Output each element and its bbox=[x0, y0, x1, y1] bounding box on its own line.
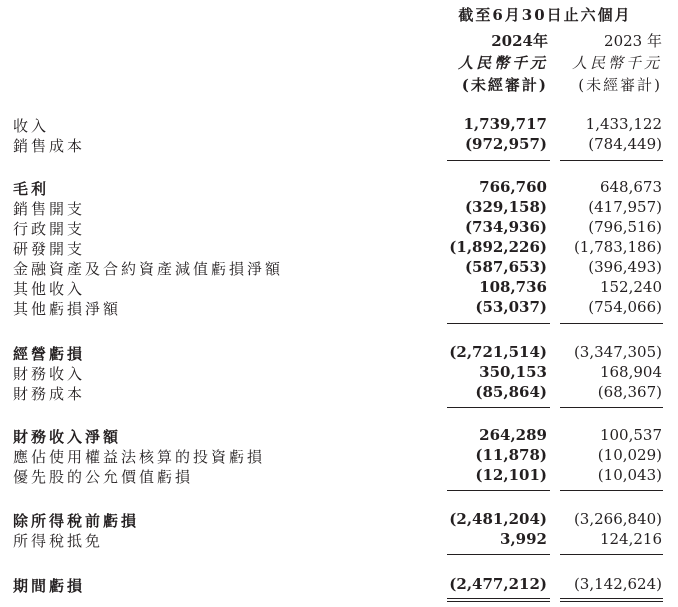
value-2023: (3,266,840) bbox=[573, 510, 662, 528]
value-2024: (2,481,204) bbox=[449, 510, 547, 528]
value-2023: 124,216 bbox=[599, 530, 662, 548]
value-2023: (796,516) bbox=[588, 218, 662, 236]
total-rule bbox=[560, 598, 663, 599]
value-2024: (2,477,212) bbox=[449, 575, 547, 593]
currency-label: 人民幣千元 bbox=[457, 54, 548, 72]
value-2024: 108,736 bbox=[479, 278, 547, 296]
total-double-rule bbox=[447, 601, 550, 602]
row-label: 行政開支 bbox=[13, 220, 86, 238]
table-row bbox=[0, 343, 678, 363]
table-row bbox=[0, 510, 678, 530]
value-2023: 648,673 bbox=[599, 178, 662, 196]
total-double-rule bbox=[560, 601, 663, 602]
value-2024: 264,289 bbox=[479, 426, 547, 444]
subtotal-rule bbox=[447, 490, 550, 491]
value-2024: 350,153 bbox=[479, 363, 547, 381]
row-label: 毛利 bbox=[13, 180, 50, 198]
table-row bbox=[0, 575, 678, 595]
table-row bbox=[0, 218, 678, 238]
row-label: 所得稅抵免 bbox=[13, 532, 104, 550]
value-2023: (417,957) bbox=[588, 198, 662, 216]
value-2024: 3,992 bbox=[500, 530, 547, 548]
subtotal-rule bbox=[560, 554, 663, 555]
value-2024: (587,653) bbox=[464, 258, 547, 276]
table-row bbox=[0, 115, 678, 135]
period-header: 截至6月30日止六個月 bbox=[458, 6, 632, 24]
value-2024: (85,864) bbox=[475, 383, 547, 401]
row-label: 金融資產及合約資產減值虧損淨額 bbox=[13, 260, 284, 278]
subtotal-rule bbox=[447, 554, 550, 555]
table-row bbox=[0, 238, 678, 258]
table-row bbox=[0, 135, 678, 155]
value-2024: (12,101) bbox=[475, 466, 547, 484]
row-label: 其他收入 bbox=[13, 280, 86, 298]
column-header-2023 bbox=[542, 30, 662, 96]
value-2023: (68,367) bbox=[597, 383, 662, 401]
row-label: 銷售開支 bbox=[13, 200, 86, 218]
value-2024: 766,760 bbox=[479, 178, 547, 196]
value-2024: (53,037) bbox=[475, 298, 547, 316]
value-2023: 152,240 bbox=[599, 278, 662, 296]
row-label: 經營虧損 bbox=[13, 345, 86, 363]
value-2024: (329,158) bbox=[464, 198, 547, 216]
row-label: 優先股的公允價值虧損 bbox=[13, 468, 194, 486]
value-2024: (11,878) bbox=[475, 446, 547, 464]
table-row bbox=[0, 383, 678, 403]
audit-label: (未經審計) bbox=[461, 76, 548, 94]
value-2023: (10,043) bbox=[597, 466, 662, 484]
table-row bbox=[0, 258, 678, 278]
subtotal-rule bbox=[447, 160, 550, 161]
row-label: 應佔使用權益法核算的投資虧損 bbox=[13, 448, 266, 466]
value-2023: (396,493) bbox=[588, 258, 662, 276]
value-2024: (1,892,226) bbox=[449, 238, 547, 256]
subtotal-rule bbox=[560, 490, 663, 491]
table-row bbox=[0, 446, 678, 466]
subtotal-rule bbox=[560, 407, 663, 408]
table-row bbox=[0, 198, 678, 218]
audit-label: (未經審計) bbox=[578, 76, 662, 94]
table-row bbox=[0, 426, 678, 446]
row-label: 財務收入 bbox=[13, 365, 86, 383]
row-label: 除所得稅前虧損 bbox=[13, 512, 140, 530]
row-label: 財務成本 bbox=[13, 385, 86, 403]
row-label: 研發開支 bbox=[13, 240, 86, 258]
row-label: 其他虧損淨額 bbox=[13, 300, 122, 318]
table-row bbox=[0, 530, 678, 550]
table-row bbox=[0, 363, 678, 383]
year-label: 2023 年 bbox=[604, 32, 662, 50]
column-header-2024 bbox=[428, 30, 548, 96]
row-label: 期間虧損 bbox=[13, 577, 86, 595]
value-2023: (10,029) bbox=[597, 446, 662, 464]
currency-label: 人民幣千元 bbox=[571, 54, 662, 72]
row-label: 收入 bbox=[13, 117, 50, 135]
table-row bbox=[0, 178, 678, 198]
value-2023: (784,449) bbox=[588, 135, 662, 153]
total-rule bbox=[447, 598, 550, 599]
year-label: 2024年 bbox=[491, 32, 548, 50]
row-label: 銷售成本 bbox=[13, 137, 86, 155]
row-label: 財務收入淨額 bbox=[13, 428, 122, 446]
subtotal-rule bbox=[560, 323, 663, 324]
value-2023: (3,347,305) bbox=[573, 343, 662, 361]
value-2024: 1,739,717 bbox=[463, 115, 547, 133]
value-2024: (972,957) bbox=[464, 135, 547, 153]
value-2023: 168,904 bbox=[599, 363, 662, 381]
subtotal-rule bbox=[447, 323, 550, 324]
value-2023: 1,433,122 bbox=[585, 115, 662, 133]
value-2023: 100,537 bbox=[599, 426, 662, 444]
table-row bbox=[0, 298, 678, 318]
table-row bbox=[0, 278, 678, 298]
subtotal-rule bbox=[447, 407, 550, 408]
subtotal-rule bbox=[560, 160, 663, 161]
table-row bbox=[0, 466, 678, 486]
value-2024: (2,721,514) bbox=[449, 343, 547, 361]
value-2023: (1,783,186) bbox=[573, 238, 662, 256]
value-2023: (754,066) bbox=[588, 298, 662, 316]
value-2023: (3,142,624) bbox=[573, 575, 662, 593]
value-2024: (734,936) bbox=[464, 218, 547, 236]
